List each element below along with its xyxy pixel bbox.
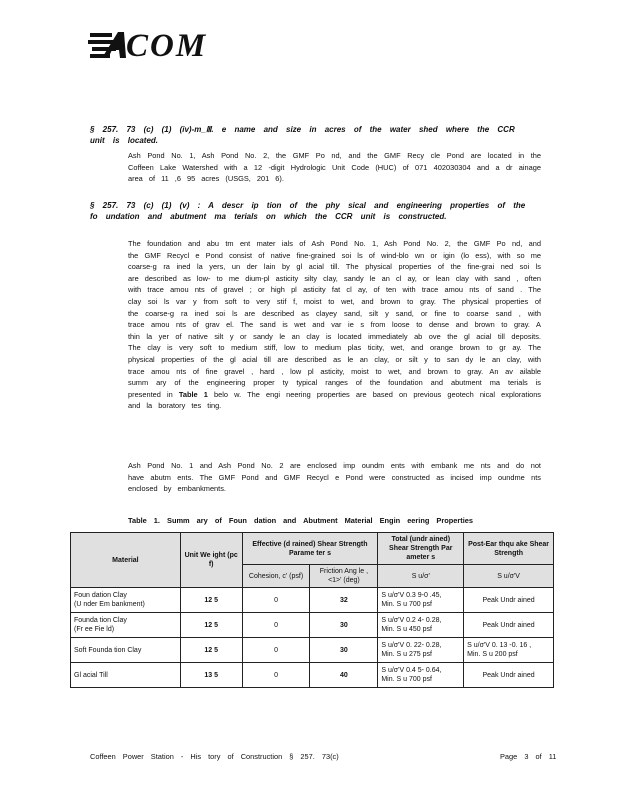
row-material — [71, 613, 181, 638]
row-post-earthquake: Peak Undr ained — [464, 588, 554, 613]
row-material: Gl acial Till — [71, 663, 181, 688]
total-line: Min. S u 275 psf — [381, 651, 432, 658]
header-total-sub: S u/σ' — [378, 565, 464, 588]
row-post-earthquake — [464, 638, 554, 663]
row-total — [378, 613, 464, 638]
total-line: Min. S u 700 psf — [381, 601, 432, 608]
table-row — [71, 663, 554, 688]
total-line: S u/σ'V 0.3 9-0 .45, — [381, 592, 442, 599]
row-unit-weight: 12 5 — [180, 588, 242, 613]
company-logo — [88, 30, 318, 64]
logo-text: COM — [126, 28, 208, 64]
row-cohesion: 0 — [242, 663, 310, 688]
properties-table — [70, 532, 554, 688]
post-eq-line: Min. S u 200 psf — [467, 651, 518, 658]
header-post-sub: S u/σ'V — [464, 565, 554, 588]
row-total — [378, 663, 464, 688]
row-post-earthquake: Peak Undr ained — [464, 613, 554, 638]
row-cohesion: 0 — [242, 638, 310, 663]
total-line: Min. S u 450 psf — [381, 626, 432, 633]
row-total — [378, 588, 464, 613]
row-total — [378, 638, 464, 663]
table-reference: Table 1 — [178, 389, 208, 399]
total-line: S u/σ'V 0.4 5- 0.64, — [381, 667, 442, 674]
header-effective: Effective (d rained) Shear Strength Parame ter s — [242, 533, 378, 565]
abutment-paragraph: Ash Pond No. 1 and Ash Pond No. 2 are enclosed imp oundm ents with embank me nts and do not have abutm ents. The GMF Pond and GMF Recycl e Pond were constructed as incised imp oundme nts enclosed by embankments. — [128, 461, 541, 494]
row-unit-weight: 12 5 — [180, 613, 242, 638]
row-friction: 30 — [310, 613, 378, 638]
foundation-paragraph-text-end: belo w. The engi neering properties are based on previous geotech nical explorations and la boratory tes ting. — [128, 389, 541, 411]
table-header-row — [71, 533, 554, 565]
watershed-paragraph: Ash Pond No. 1, Ash Pond No. 2, the GMF Po nd, and the GMF Recy cle Pond are located in the Coffeen Lake Watershed with a 12 -digit Hydrologic Unit Code (HUC) of 071 402030304 and a dr ainage area of 11 ,6 95 acres (USGS, 201 6). — [128, 151, 541, 184]
table-title: Table 1. Summ ary of Foun dation and Abutment Material Engin eering Properties — [128, 516, 473, 525]
header-cohesion: Cohesion, c' (psf) — [242, 565, 310, 588]
header-total: Total (undr ained) Shear Strength Par ameter s — [378, 533, 464, 565]
row-cohesion: 0 — [242, 613, 310, 638]
row-cohesion: 0 — [242, 588, 310, 613]
material-line: Founda tion Clay — [74, 617, 127, 624]
section-heading-watershed: § 257. 73 (c) (1) (iv)-m_Ⅲ. e name and size in acres of the water shed where the CCR unit is located. — [90, 125, 515, 145]
row-friction: 30 — [310, 638, 378, 663]
row-unit-weight: 12 5 — [180, 638, 242, 663]
footer-page-number: Page 3 of 11 — [500, 752, 557, 761]
header-unit-weight: Unit We ight (pc f) — [180, 533, 242, 588]
table-row — [71, 588, 554, 613]
row-material — [71, 588, 181, 613]
material-line: (Fr ee Fie ld) — [74, 626, 115, 633]
header-material: Material — [71, 533, 181, 588]
section-heading-foundation: § 257. 73 (c) (1) (v) : A descr ip tion of the phy sical and engineering properties of the fo undation and abutment ma terials on which the CCR unit is constructed. — [90, 201, 526, 221]
post-eq-line: S u/σ'V 0. 13 -0. 16 , — [467, 642, 532, 649]
material-line: (U nder Em bankment) — [74, 601, 145, 608]
total-line: Min. S u 700 psf — [381, 676, 432, 683]
foundation-paragraph-text: The foundation and abu tm ent mater ials of Ash Pond No. 1, Ash Pond No. 2, the GMF Po nd, and the GMF Recycl e Pond consist of native fine-grained soi ls of wind-blo wn or igin (lo ess), with so me coarse-g ra ined la yers, un der lain by gl acial till. The physical properties of the fine-grai ned soi ls are described as low- to me dium-pl asticity silty clay, sandy le an cl ay, or lean clay with sand , often with trace amou nts of gravel ; or high pl asticity fat cl ay, of ten with trace amou nts of sand . The clay soi ls var y from soft to very stif f, moist to wet, and brown to gray. The physical properties of the coarse-g ra ined soi ls are described as clayey sand, silt y sand, or fine to coarse sand , with trace amou nts of grav el. The sand is wet and var ie s from loose to dense and brown to gray. A thin la yer of native silt y or sandy le an clay is located immediately ab ove the gl acial till deposits. The clay is very soft to medium stiff, low to medium plas ticity, wet, and orange brown to gr ay. The physical properties of the gl acial till are described as le an clay, or silt y to san dy le an clay, with trace amou nts of fine gravel , hard , low pl asticity, moist to wet, and brown to gray. An av ailable summ ary of the engineering proper ty typical ranges of the foundation and abutment ma terials is presented in — [128, 239, 541, 399]
total-line: S u/σ'V 0. 22- 0.28, — [381, 642, 442, 649]
table-row — [71, 613, 554, 638]
row-friction: 32 — [310, 588, 378, 613]
row-friction: 40 — [310, 663, 378, 688]
total-line: S u/σ'V 0.2 4- 0.28, — [381, 617, 442, 624]
row-unit-weight: 13 5 — [180, 663, 242, 688]
header-friction: Friction Ang le , <1>' (deg) — [310, 565, 378, 588]
row-post-earthquake: Peak Undr ained — [464, 663, 554, 688]
table-row — [71, 638, 554, 663]
row-material: Soft Founda tion Clay — [71, 638, 181, 663]
material-line: Foun dation Clay — [74, 592, 127, 599]
footer-document-title: Coffeen Power Station - His tory of Construction § 257. 73(c) — [90, 752, 339, 761]
header-post-earthquake: Post-Ear thqu ake Shear Strength — [464, 533, 554, 565]
foundation-paragraph — [128, 238, 541, 412]
